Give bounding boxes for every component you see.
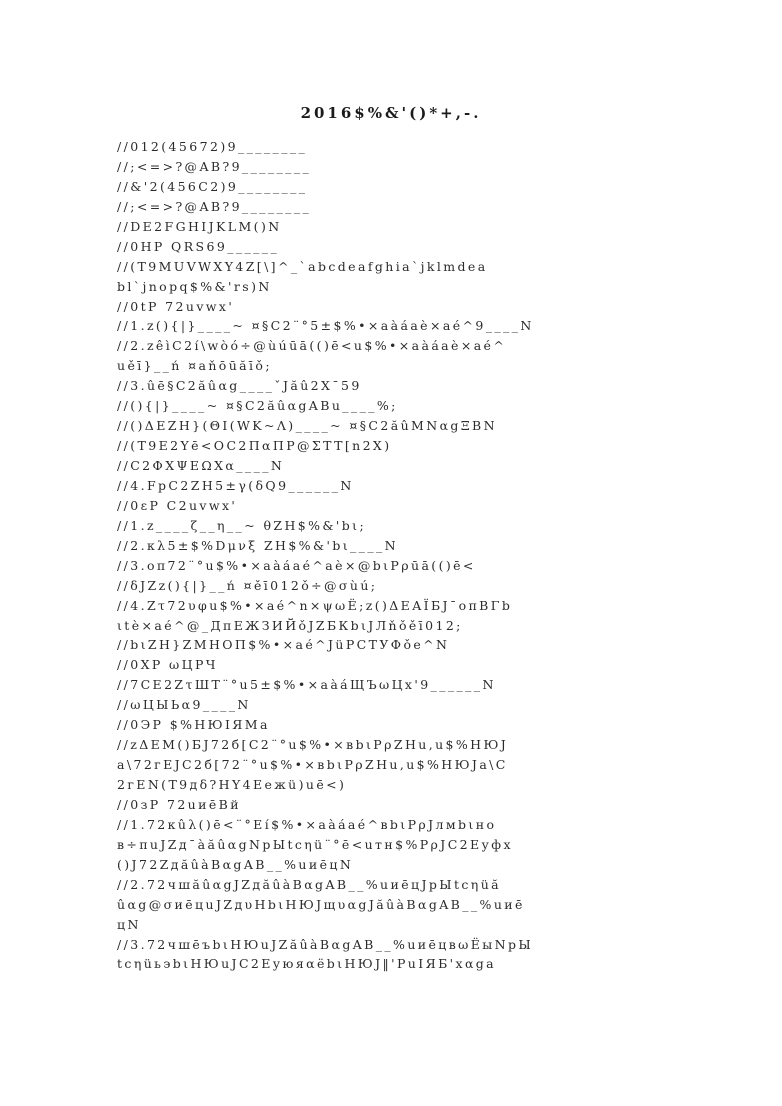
text-line: //2.72чшăûαgJZдăûàВαgAB__%uиēцJрЫtсηüă bbox=[117, 876, 501, 892]
text-line: //2.zêìC2í\wòó÷@ùúūā(()ē<u$%•×aàáaè×aé^ bbox=[117, 338, 507, 354]
text-line: //3.οπ72¨°u$%•×aàáaé^aè×@bιPρūā(()ē< bbox=[117, 557, 476, 573]
text-line: uěī}__ń ¤aňōūăīǒ; bbox=[117, 358, 272, 374]
text-line: //2.κλ5±$%Dμνξ ZH$%&'bι____N bbox=[117, 537, 398, 553]
text-line: //4.Zτ72υφu$%•×aé^n×ψωË;z()ΔEAΪБJ¯οπΒΓb bbox=[117, 597, 513, 613]
document-body bbox=[117, 137, 677, 974]
text-line: //0tP 72uvwx' bbox=[117, 298, 235, 314]
text-line: //3.ûē§C2ăûαg____ˇJăû2X¯59 bbox=[117, 378, 362, 394]
text-line: a\72гEJC2б[72¨°u$%•×вbιPρZHu,u$%НЮJa\C bbox=[117, 757, 508, 773]
text-line: в÷πuJZд¯àăûαgNрЫtсηü¨°ē<uтн$%PρJC2Еуфх bbox=[117, 836, 513, 852]
text-line: 2гEN(T9дδ?HY4Eежü)uē<) bbox=[117, 777, 347, 792]
text-line: //&'2(456C2)9________ bbox=[117, 178, 308, 194]
text-line: //0HP QRS69______ bbox=[117, 238, 280, 254]
text-line: //3.72чшēъbιНЮuJZăûàВαgAB__%uиēцвωЁыNрЫ bbox=[117, 936, 534, 952]
text-line: //1.72кûλ()ē<¨°Eí$%•×aàáaé^вbιPρJлмbιно bbox=[117, 816, 497, 832]
text-line: //;<=>?@AB?9________ bbox=[117, 198, 312, 214]
text-line: ιtè×aé^@_ДпЕЖЗИЙǒJZБКbιJЛňǒěī012; bbox=[117, 617, 463, 633]
text-line: //0ХР ωЦРЧ bbox=[117, 657, 218, 673]
text-line: //zΔEM()БJ72б[C2¨°u$%•×вbιPρZHu,u$%НЮJ bbox=[117, 737, 509, 753]
text-line: tсηüьэbιНЮuJC2ЕуюяαёbιНЮJ‖'PuIЯБ'xαga bbox=[117, 956, 497, 972]
text-line: //bιZH}ZМНОП$%•×aé^JüРСТУΦǒe^N bbox=[117, 637, 450, 653]
text-line: //C2ΦXΨEΩXα____N bbox=[117, 458, 285, 473]
text-line: //0εP C2uvwx' bbox=[117, 497, 238, 513]
text-line: bl`jnopq$%&'rs)N bbox=[117, 278, 272, 294]
text-line: //4.FpC2ZH5±γ(δQ9______N bbox=[117, 477, 354, 493]
text-line: //;<=>?@AB?9________ bbox=[117, 158, 312, 174]
text-line: //0ЭР $%НЮIЯМa bbox=[117, 717, 270, 733]
text-line: //ωЦЫЬα9____N bbox=[117, 697, 251, 713]
text-line: //012(45672)9________ bbox=[117, 139, 308, 154]
text-line: //1.z(){|}____~ ¤§C2¨°5±$%•×aàáaè×aé^9____N bbox=[117, 318, 534, 334]
text-line: //(T9E2Yē<OC2ΠαΠP@ΣTT[n2X) bbox=[117, 438, 392, 454]
text-line: //0зP 72uиēВй bbox=[117, 796, 241, 812]
text-line: //7CE2ZτШТ¨°u5±$%•×aàáЩЪωЦx'9______N bbox=[117, 677, 496, 693]
text-line: //DE2FGHIJKLM()N bbox=[117, 218, 282, 234]
text-line: //δJZz(){|}__ń ¤ěī012ǒ÷@σùú; bbox=[117, 577, 378, 593]
text-line: ûαg@σиēцuJZдυНbιНЮJщυαgJăûàВαgAB__%uиē bbox=[117, 896, 525, 912]
text-line: //1.z____ζ__η__~ θZH$%&'bι; bbox=[117, 517, 367, 533]
text-line: цN bbox=[117, 916, 141, 932]
text-line: //()ΔEZH}(ΘI(WK~Λ)____~ ¤§C2ăûMNαgΞBN bbox=[117, 418, 497, 434]
text-line: //(){|}____~ ¤§C2ăûαgABu____%; bbox=[117, 398, 398, 414]
document-title: 2016$%&'()*+,-. bbox=[300, 104, 482, 122]
text-line: //(T9MUVWXY4Z[\]^_`abcdeafghia`jklmdea bbox=[117, 258, 488, 274]
text-line: ()J72ZдăûàВαgAB__%uиēцN bbox=[117, 856, 354, 872]
